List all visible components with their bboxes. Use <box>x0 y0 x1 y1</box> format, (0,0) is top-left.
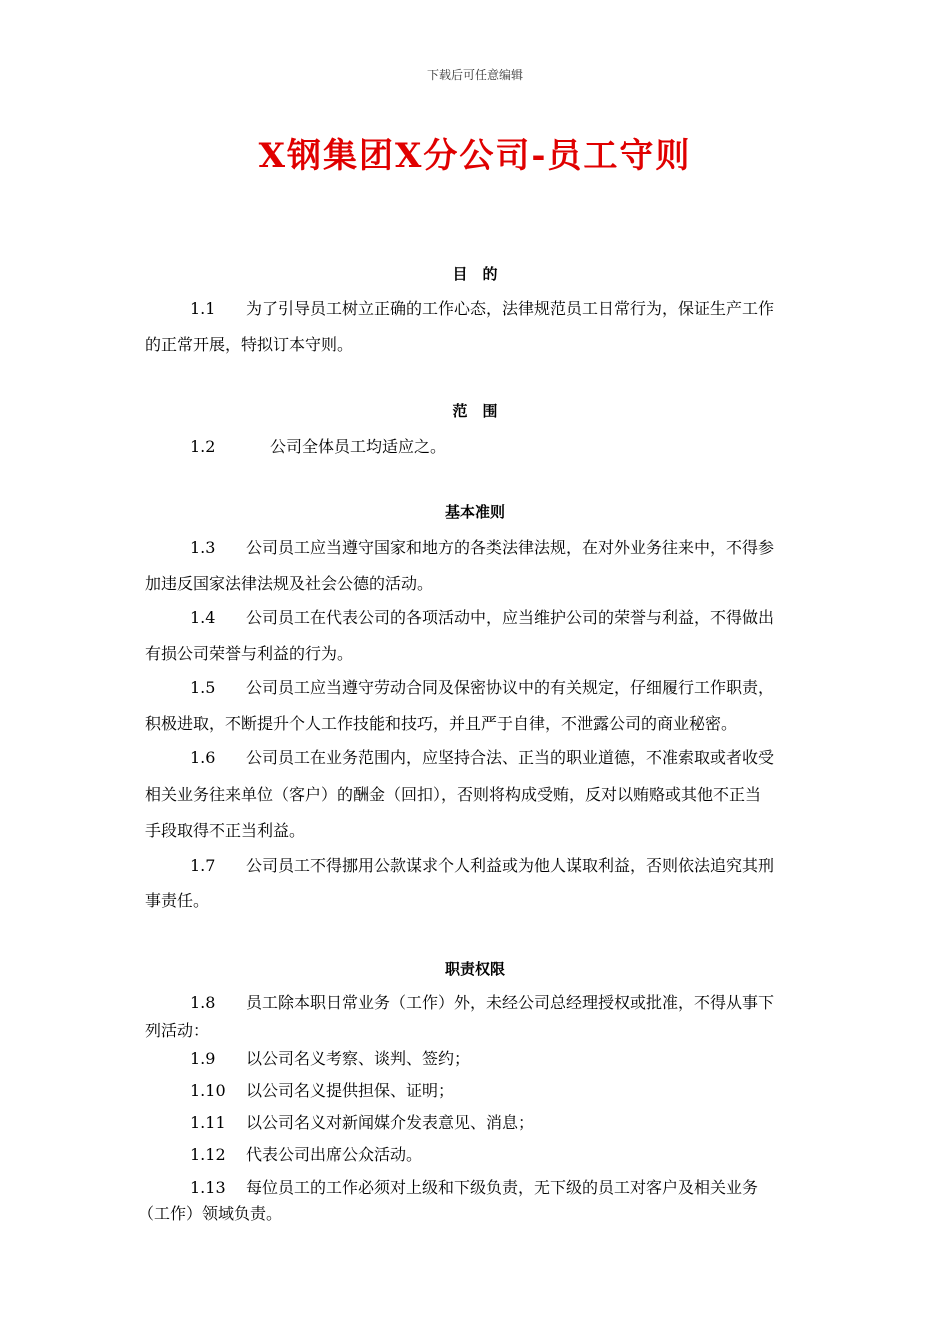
clause-1-8-line1 <box>190 990 774 1013</box>
clause-1-9 <box>190 1046 470 1069</box>
clause-number: 1.3 <box>190 538 216 557</box>
clause-number: 1.12 <box>190 1145 226 1164</box>
clause-1-7-line1 <box>190 853 774 876</box>
clause-number: 1.6 <box>190 748 216 767</box>
document-title: X钢集团X分公司-员工守则 <box>258 136 692 176</box>
clause-number: 1.1 <box>190 299 216 318</box>
clause-1-13-line2: （工作）领域负责。 <box>138 1204 283 1223</box>
header-note: 下载后可任意编辑 <box>426 68 523 82</box>
clause-1-11 <box>190 1110 534 1133</box>
clause-text: 公司员工不得挪用公款谋求个人利益或为他人谋取利益，否则依法追究其刑 <box>246 856 775 875</box>
clause-text: 每位员工的工作必须对上级和下级负责，无下级的员工对客户及相关业务 <box>246 1178 759 1197</box>
clause-number: 1.11 <box>190 1113 226 1132</box>
clause-1-5-line2: 积极进取，不断提升个人工作技能和技巧，并且严于自律，不泄露公司的商业秘密。 <box>145 714 738 733</box>
clause-1-4-line1 <box>190 605 774 628</box>
clause-1-6-line1 <box>190 745 774 768</box>
clause-1-1-line1 <box>190 296 774 319</box>
clause-text: 代表公司出席公众活动。 <box>246 1145 423 1164</box>
clause-text: 公司全体员工均适应之。 <box>270 437 447 456</box>
heading-purpose: 目 的 <box>452 265 498 283</box>
clause-text: 公司员工在业务范围内，应坚持合法、正当的职业道德，不准索取或者收受 <box>246 748 775 767</box>
clause-text: 为了引导员工树立正确的工作心态，法律规范员工日常行为，保证生产工作 <box>246 299 775 318</box>
clause-text: 公司员工在代表公司的各项活动中，应当维护公司的荣誉与利益，不得做出 <box>246 608 775 627</box>
clause-number: 1.7 <box>190 856 216 875</box>
clause-1-6-line2: 相关业务往来单位（客户）的酬金（回扣），否则将构成受贿，反对以贿赂或其他不正当 <box>145 785 762 804</box>
clause-number: 1.5 <box>190 678 216 697</box>
clause-1-5-line1 <box>190 675 774 698</box>
heading-scope: 范 围 <box>452 402 498 420</box>
clause-number: 1.10 <box>190 1081 226 1100</box>
clause-text: 以公司名义对新闻媒介发表意见、消息； <box>246 1113 535 1132</box>
heading-duties: 职责权限 <box>444 960 505 978</box>
clause-text: 员工除本职日常业务（工作）外，未经公司总经理授权或批准，不得从事下 <box>246 993 775 1012</box>
clause-number: 1.2 <box>190 437 216 456</box>
clause-1-6-line3: 手段取得不正当利益。 <box>145 821 306 840</box>
clause-text: 公司员工应当遵守国家和地方的各类法律法规，在对外业务往来中，不得参 <box>246 538 775 557</box>
clause-1-7-line2: 事责任。 <box>145 891 210 910</box>
clause-number: 1.13 <box>190 1178 226 1197</box>
clause-text: 以公司名义考察、谈判、签约； <box>246 1049 471 1068</box>
clause-number: 1.8 <box>190 993 216 1012</box>
clause-1-4-line2: 有损公司荣誉与利益的行为。 <box>145 644 354 663</box>
clause-text: 公司员工应当遵守劳动合同及保密协议中的有关规定，仔细履行工作职责， <box>246 678 775 697</box>
clause-1-1-line2: 的正常开展，特拟订本守则。 <box>145 335 354 354</box>
clause-text: 以公司名义提供担保、证明； <box>246 1081 455 1100</box>
clause-1-2-line1 <box>190 434 446 457</box>
clause-number: 1.4 <box>190 608 216 627</box>
clause-1-3-line2: 加违反国家法律法规及社会公德的活动。 <box>145 574 434 593</box>
clause-1-8-line2: 列活动： <box>145 1021 210 1040</box>
clause-1-3-line1 <box>190 535 774 558</box>
clause-1-13-line1 <box>190 1175 758 1198</box>
heading-basic-rules: 基本准则 <box>444 503 505 521</box>
clause-number: 1.9 <box>190 1049 216 1068</box>
clause-1-10 <box>190 1078 454 1101</box>
clause-1-12 <box>190 1142 422 1165</box>
